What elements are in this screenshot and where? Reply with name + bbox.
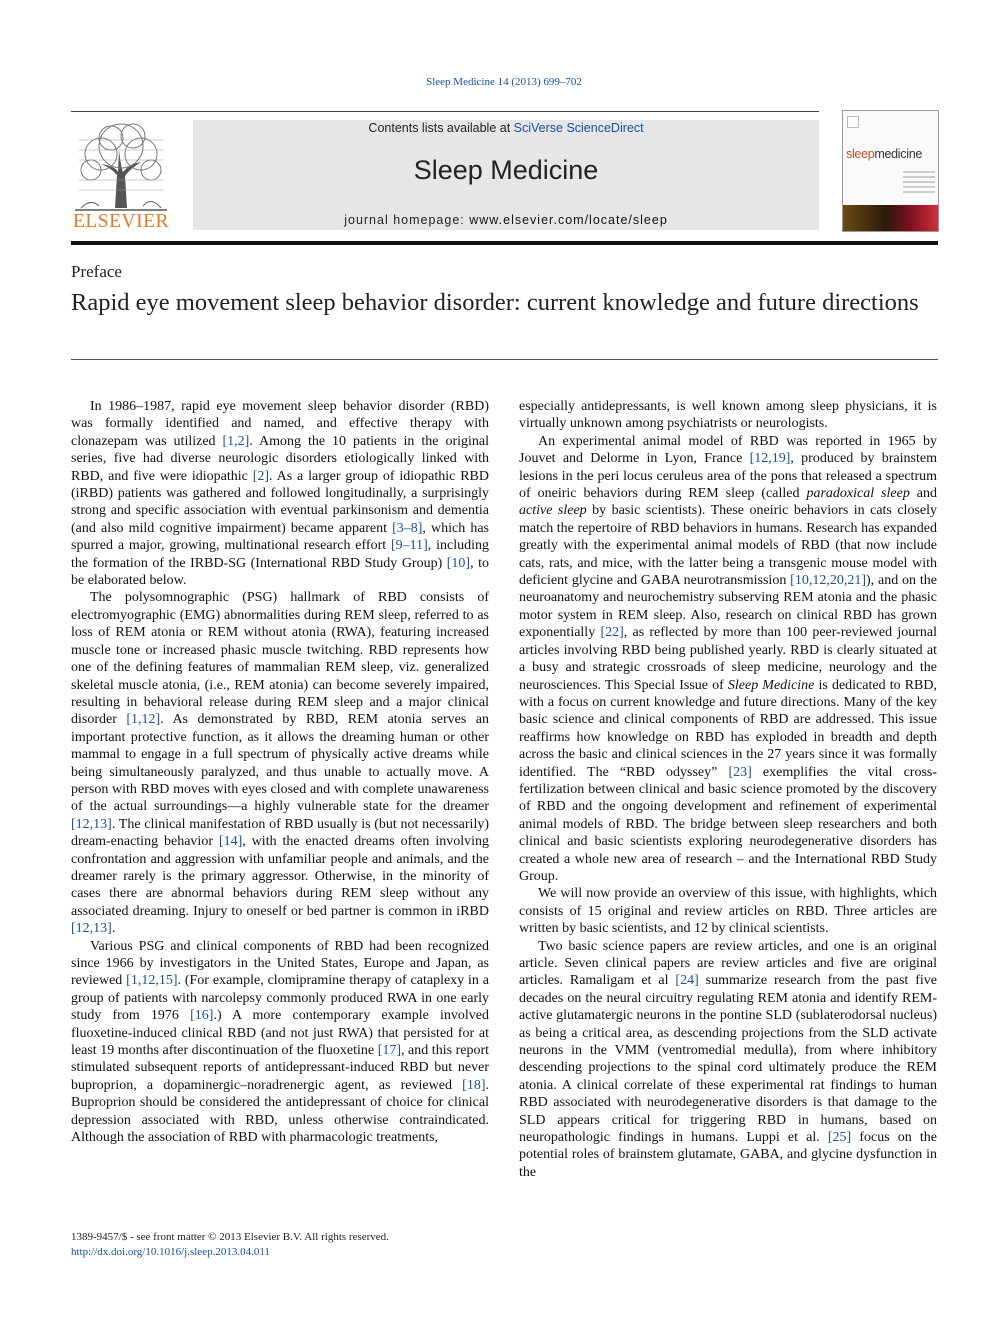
reference-link[interactable]: [22] [600,625,624,641]
body-column-right [519,398,937,1181]
body-paragraph: The polysomnographic (PSG) hallmark of RBD consists of electromyographic (EMG) abnormalities during REM sleep, referred to as loss of REM atonia or REM without atonia (RWA), featuring increased muscle tone or increased phasic muscle twitching. RBD represents how one of the defining features of mammalian REM sleep, viz. generalized skeletal muscle atonia, (i.e., REM atonia) can become severely impaired, resulting in behavioral release during REM sleep and a major clinical disorder [1,12]. As demonstrated by RBD, REM atonia serves an important protective function, as it allows the dreaming human or other mammal to engage in a full spectrum of physically active dreams while being simultaneously paralyzed, and thus unable to actually move. A person with RBD moves with eyes closed and with complete unawareness of the actual surroundings—a highly vulnerable state for the dreamer [12,13]. The clinical manifestation of RBD usually is (but not necessarily) dream-enacting behavior [14], with the enacted dreams often involving confrontation and aggression with unfamiliar people and animals, and the dreamer rarely is the primary aggressor. Otherwise, in the minority of cases there are abnormal behaviors during REM sleep without any associated dreaming. Injury to oneself or bed partner is common in iRBD [12,13]. [71,590,489,937]
reference-link[interactable]: [24] [675,973,699,989]
body-paragraph: In 1986–1987, rapid eye movement sleep behavior disorder (RBD) was formally identified and named, and effective therapy with clonazepam was utilized [1,2]. Among the 10 patients in the original series, five had diverse neurologic disorders etiologically linked with RBD, and five were idiopathic [2]. As a larger group of idiopathic RBD (iRBD) patients was gathered and followed longitudinally, a surprisingly strong and specific association with eventual parkinsonism and dementia (and also mild cognitive impairment) became apparent [3–8], which has spurred a major, growing, multinational research effort [9–11], including the formation of the IRBD-SG (International RBD Study Group) [10], to be elaborated below. [71,399,490,589]
homepage-link[interactable]: www.elsevier.com/locate/sleep [469,213,668,227]
elsevier-wordmark: ELSEVIER [72,211,170,232]
journal-citation[interactable]: Sleep Medicine 14 (2013) 699–702 [426,76,582,88]
reference-link[interactable]: [9–11] [390,538,428,554]
contents-prefix: Contents lists available at [368,121,514,135]
reference-link[interactable]: [1,2] [222,433,250,449]
cover-badge-icon [847,116,859,128]
reference-link[interactable]: [3–8] [392,520,423,536]
title-rule [71,359,938,360]
doi-link[interactable]: http://dx.doi.org/10.1016/j.sleep.2013.04.011 [71,1245,270,1258]
article-section-label: Preface [71,262,122,281]
body-paragraph: An experimental animal model of RBD was reported in 1965 by Jouvet and Delorme in Lyon, France [12,19], produced by brainstem lesions in the peri locus ceruleus area of the pons that released a spectrum of oneiric behaviors during REM sleep (called paradoxical sleep and active sleep by basic scientists). These oneiric behaviors in cats closely match the repertoire of RBD behaviors in humans. Research has expanded greatly with the experimental animal models of RBD (that now include cats, rats, and mice, with the latter being a transgenic mouse model with deficient glycine and GABA neurotransmission [10,12,20,21]), and on the neuroanatomy and neurochemistry subserving REM atonia and the phasic motor system in REM sleep. Also, research on clinical RBD has grown exponentially [22], as reflected by more than 100 peer-reviewed journal articles involving RBD being published yearly. RBD is clearly situated at a busy and strategic crossroads of sleep medicine, neurology and the neurosciences. This Special Issue of Sleep Medicine is dedicated to RBD, with a focus on current knowledge and future directions. Many of the key basic science and clinical components of RBD are addressed. This issue reaffirms how knowledge on RBD has exploded in breadth and depth across the basic and clinical sciences in the 27 years since it was formally identified. The “RBD odyssey” [23] exemplifies the vital cross-fertilization between clinical and basic science promoted by the discovery of RBD and the ongoing development and refinement of experimental animal models of RBD. The bridge between sleep researchers and both clinical and basic scientists exploring neurodegenerative disorders has created a whole new area of research – and the International RBD Study Group. [519,433,938,884]
body-paragraph: especially antidepressants, is well known among sleep physicians, it is virtually unknown among psychiatrists or neurologists. [519,399,937,432]
article-title: Rapid eye movement sleep behavior disorder: current knowledge and future directions [71,289,919,316]
masthead-rule [71,241,938,245]
cover-title: sleepmedicine [846,147,923,161]
footer [71,1230,389,1259]
body-paragraph: Two basic science papers are review articles, and one is an original article. Seven clinical papers are review articles and five are original articles. Ramaligam et al [24] summarize research from the past five decades on the neural circuitry regulating REM atonia and identify REM-active glutamatergic neurons in the pontine SLD (sublaterodorsal nucleus) as being a critical area, as descending projections from the SLD activate neurons in the VMM (ventromedial medulla), from where inhibitory descending projections to the spinal cord ultimately produce the REM atonia. A clinical correlate of these experimental rat findings to human RBD associated with neurodegenerative disorders is that damage to the SLD appears critical for triggering RBD in humans, based on neuropathologic findings in humans. Luppi et al. [25] focus on the potential roles of brainstem glutamate, GABA, and glycine dysfunction in the [519,938,938,1180]
reference-link[interactable]: [12,19] [749,451,791,467]
reference-link[interactable]: [1,12] [126,712,161,728]
reference-link[interactable]: [23] [728,764,752,780]
reference-link[interactable]: [25] [827,1130,852,1146]
journal-homepage [193,213,819,227]
reference-link[interactable]: [10] [446,555,471,571]
contents-line [193,121,819,135]
elsevier-logo[interactable] [71,120,171,232]
cover-text-lines [903,171,935,199]
reference-link[interactable]: [1,12,15] [126,973,178,989]
journal-cover-thumbnail[interactable] [842,110,939,232]
body-column-left [71,398,489,1146]
sciencedirect-link[interactable]: SciVerse ScienceDirect [513,121,644,135]
header-rule [71,111,819,112]
reference-link[interactable]: [12,13] [71,921,112,937]
reference-link[interactable]: [17] [377,1043,402,1059]
homepage-prefix: journal homepage: [344,213,470,227]
reference-link[interactable]: [14] [218,834,243,850]
reference-link[interactable]: [18] [462,1077,486,1093]
cover-image [843,205,938,231]
body-paragraph: Various PSG and clinical components of RBD had been recognized since 1966 by investigators in the United States, Europe and Japan, as reviewed [1,12,15]. (For example, clomipramine therapy of cataplexy in a group of patients with narcolepsy commonly produced RWA in one early study from 1976 [16].) A more contemporary example involved fluoxetine-induced clinical RBD (and not just RWA) that persisted for at least 19 months after discontinuation of the fluoxetine [17], and this report stimulated subsequent reports of antidepressant-induced RBD but never buproprion, a dopaminergic–noradrenergic agent, as reviewed [18]. Buproprion should be considered the antidepressant of choice for clinical depression associated with RBD, unless otherwise contraindicated. Although the association of RBD with pharmacologic treatments, [71,938,489,1146]
reference-link[interactable]: [10,12,20,21] [790,573,866,589]
issn-copyright: 1389-9457/$ - see front matter © 2013 Elsevier B.V. All rights reserved. [71,1231,389,1243]
reference-link[interactable]: [16] [190,1008,214,1024]
body-paragraph: We will now provide an overview of this issue, with highlights, which consists of 15 original and review articles on RBD. Three articles are written by basic scientists, and 12 by clinical scientists. [519,886,937,937]
journal-title: Sleep Medicine [413,155,599,185]
reference-link[interactable]: [12,13] [71,816,112,832]
reference-link[interactable]: [2] [252,468,270,484]
